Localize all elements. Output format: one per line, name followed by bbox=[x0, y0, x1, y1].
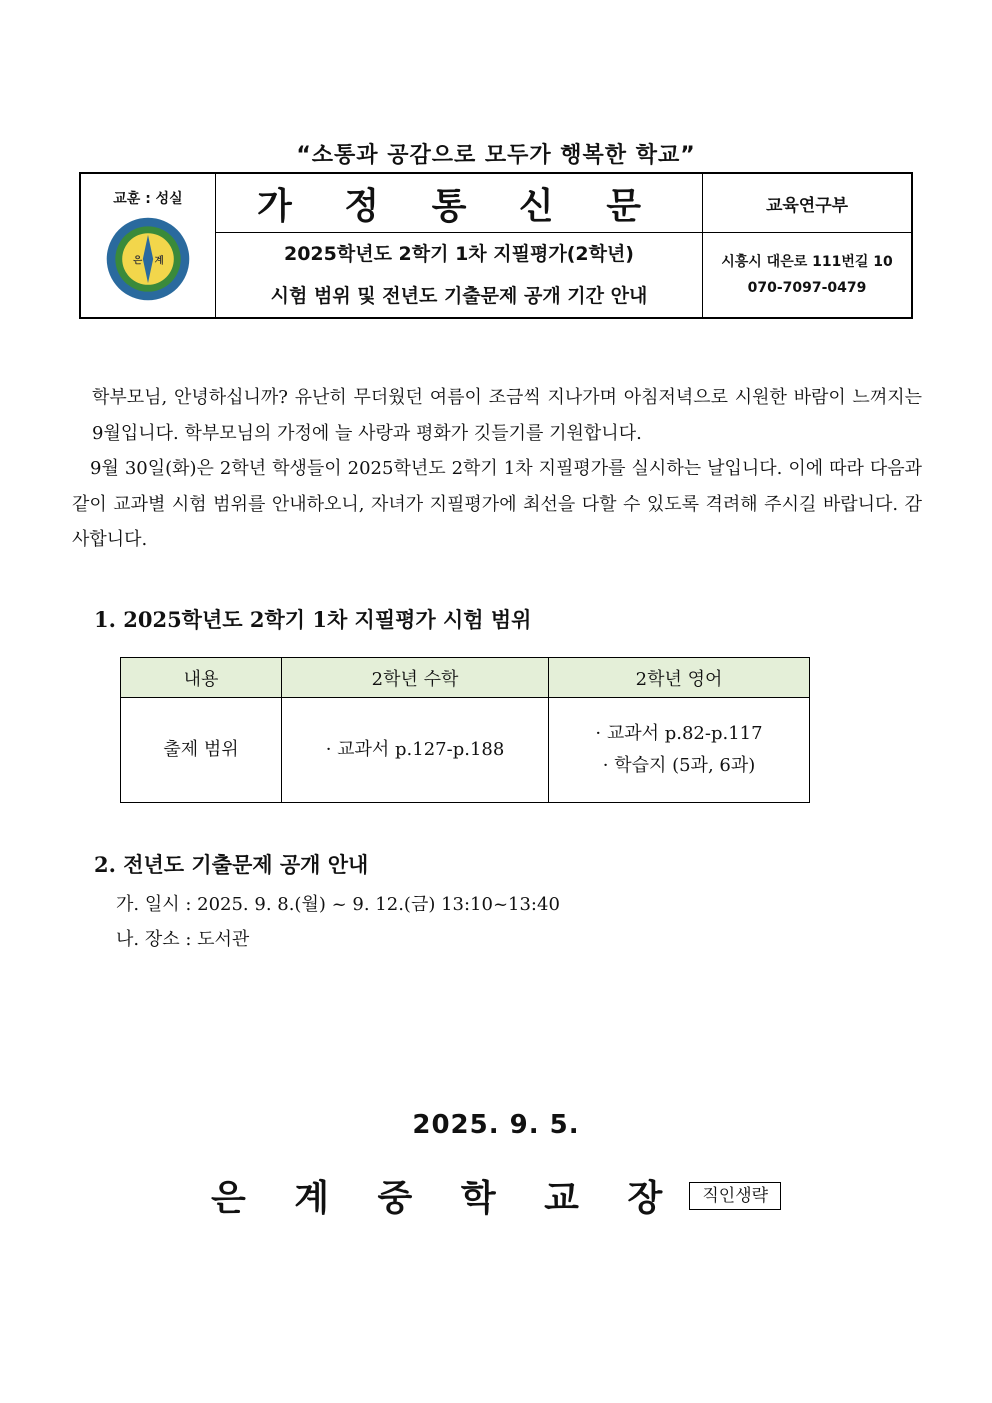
english-range bbox=[549, 698, 810, 803]
exam-range-table bbox=[120, 657, 810, 803]
header-math: 2학년 수학 bbox=[282, 658, 549, 698]
school-phone: 070-7097-0479 bbox=[747, 280, 867, 296]
english-range-2: · 학습지 (5과, 6과) bbox=[602, 755, 756, 776]
row-label: 출제 범위 bbox=[121, 698, 282, 803]
school-motto: 교훈 : 성실 bbox=[113, 191, 183, 207]
math-range: · 교과서 p.127-p.188 bbox=[282, 698, 549, 803]
principal-name: 은 계 중 학 교 장 bbox=[210, 1178, 681, 1219]
subtitle-line-1: 2025학년도 2학기 1차 지필평가(2학년) bbox=[283, 243, 634, 265]
table-row bbox=[121, 698, 810, 803]
motto-cell bbox=[80, 173, 216, 318]
letter-subtitle bbox=[216, 233, 703, 319]
section2-title: 2. 전년도 기출문제 공개 안내 bbox=[94, 852, 369, 877]
release-place: 나. 장소 : 도서관 bbox=[116, 929, 250, 950]
letter-title: 가 정 통 신 문 bbox=[216, 173, 703, 233]
signature-block bbox=[0, 1170, 992, 1221]
notice-paragraph: 9월 30일(화)은 2학년 학생들이 2025학년도 2학기 1차 지필평가를 실시하는 날입니다. 이에 따라 다음과 같이 교과별 시험 범위를 안내하오니, 자녀가 지필평가에 최선을 다할 수 있도록 격려해 주시길 바랍니다. 감사합니다. bbox=[72, 458, 922, 550]
subtitle-line-2: 시험 범위 및 전년도 기출문제 공개 기간 안내 bbox=[270, 285, 648, 307]
greeting-paragraph: 학부모님, 안녕하십니까? 유난히 무더웠던 여름이 조금씩 지나가며 아침저녁으로 시원한 바람이 느껴지는 9월입니다. 학부모님의 가정에 늘 사랑과 평화가 깃들기를 기원합니다. bbox=[92, 387, 922, 444]
letter-header bbox=[79, 172, 913, 319]
table-header-row bbox=[121, 658, 810, 698]
svg-text:계: 계 bbox=[154, 255, 164, 267]
issue-date: 2025. 9. 5. bbox=[412, 1110, 580, 1140]
release-schedule: 가. 일시 : 2025. 9. 8.(월) ~ 9. 12.(금) 13:10~13:40 bbox=[116, 894, 560, 915]
svg-text:은: 은 bbox=[133, 255, 143, 267]
section1-title: 1. 2025학년도 2학기 1차 지필평가 시험 범위 bbox=[94, 607, 532, 632]
department: 교육연구부 bbox=[703, 173, 913, 233]
seal-omitted-stamp: 직인생략 bbox=[689, 1182, 781, 1210]
header-english: 2학년 영어 bbox=[549, 658, 810, 698]
school-address: 시흥시 대은로 111번길 10 bbox=[721, 254, 893, 270]
english-range-1: · 교과서 p.82-p.117 bbox=[595, 723, 763, 744]
contact-info bbox=[703, 233, 913, 319]
header-content: 내용 bbox=[121, 658, 282, 698]
school-logo-icon bbox=[105, 216, 191, 302]
school-slogan: “소통과 공감으로 모두가 행복한 학교” bbox=[296, 143, 696, 168]
